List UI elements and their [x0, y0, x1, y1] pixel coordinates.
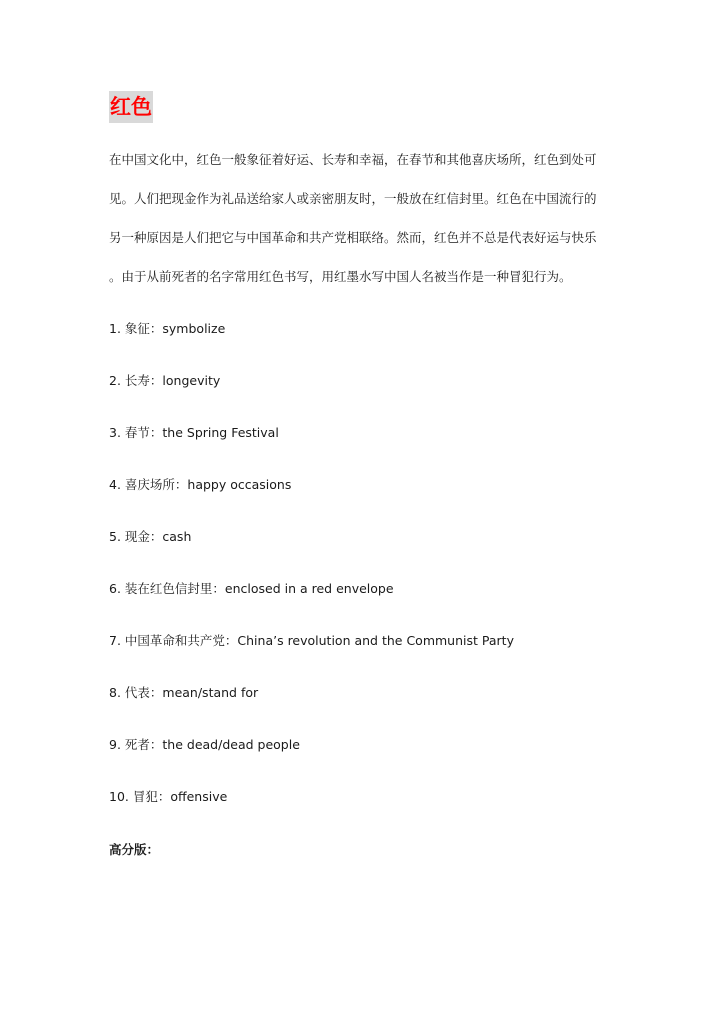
vocab-item: 2. 长寿：longevity	[109, 373, 221, 388]
vocab-item: 6. 装在红色信封里：enclosed in a red envelope	[109, 581, 394, 596]
vocab-item: 5. 现金：cash	[109, 529, 192, 544]
vocab-item: 8. 代表：mean/stand for	[109, 685, 259, 700]
vocab-item: 3. 春节：the Spring Festival	[109, 425, 279, 440]
paragraph-line: 见。人们把现金作为礼品送给家人或亲密朋友时，一般放在红信封里。红色在中国流行的	[109, 191, 597, 206]
paragraph-line: 在中国文化中，红色一般象征着好运、长寿和幸福，在春节和其他喜庆场所，红色到处可	[109, 152, 597, 167]
paragraph-line: 。由于从前死者的名字常用红色书写，用红墨水写中国人名被当作是一种冒犯行为。	[109, 269, 572, 284]
vocab-item: 9. 死者：the dead/dead people	[109, 737, 300, 752]
vocab-item: 1. 象征：symbolize	[109, 321, 226, 336]
page-title: 红色	[109, 91, 153, 123]
section-subheading: 高分版：	[109, 842, 160, 857]
vocab-item: 7. 中国革命和共产党：China’s revolution and the Communist Party	[109, 633, 514, 648]
vocab-item: 10. 冒犯：offensive	[109, 789, 228, 804]
paragraph-line: 另一种原因是人们把它与中国革命和共产党相联络。然而，红色并不总是代表好运与快乐	[109, 230, 597, 245]
vocab-item: 4. 喜庆场所：happy occasions	[109, 477, 292, 492]
